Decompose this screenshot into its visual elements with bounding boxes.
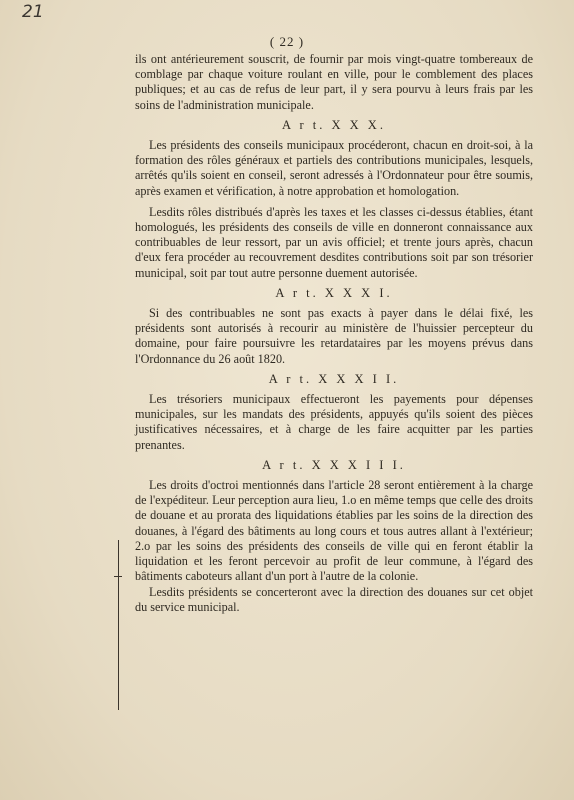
paragraph-article-30-b: Lesdits rôles distribués d'après les taxes et les classes ci-dessus établies, étant homologués, les présidents des conseils de ville en donneront connaissance aux contribuables de leur ressort, par un avis officiel; et trente jours après, chacun d'eux fera procéder au recouvrement desdites contributions soit par son trésorier municipal, soit par tout autre personne duement autorisée.	[135, 204, 533, 280]
document-body	[135, 52, 533, 615]
paragraph-article-32: Les trésoriers municipaux effectueront les payements pour dépenses municipales, sur les mandats des présidents, appuyés qu'ils soient des pièces justificatives nécessaires, et à charge de les faire acquitter par les parties prenantes.	[135, 392, 533, 452]
paragraph-article-31: Si des contribuables ne sont pas exacts à payer dans le délai fixé, les présidents sont autorisés à recourir au ministère de l'huissier percepteur du domaine, pour faire poursuivre les retardataires par les moyens prévus dans l'Ordonnance du 26 août 1820.	[135, 306, 533, 366]
paragraph-article-33-b: Lesdits présidents se concerteront avec la direction des douanes sur cet objet du service municipal.	[135, 584, 533, 614]
article-heading-31: A r t. X X X I.	[275, 285, 393, 300]
page-number: ( 22 )	[269, 34, 305, 49]
margin-bracket-hook	[114, 566, 122, 577]
paragraph-article-33-a: Les droits d'octroi mentionnés dans l'article 28 seront entièrement à la charge de l'expéditeur. Leur perception aura lieu, 1.o en même temps que celle des droits de douane et au prorata des liquidations établies par les soins de la direction des douanes, à l'égard des bâtiments au long cours et tous autres allant à l'extérieur; 2.o par les soins des présidents des conseils de ville qui en feront établir la liquidation et les feront percevoir au profit de leur commune, à l'égard des bâtiments caboteurs allant d'un port à l'autre de la colonie.	[135, 478, 533, 584]
article-heading-30: A r t. X X X.	[282, 117, 386, 132]
handwritten-margin-note: 21	[22, 2, 44, 22]
paragraph-continuation: ils ont antérieurement souscrit, de fournir par mois vingt-quatre tombereaux de comblage par chaque voiture roulant en ville, pour le comblement des places publiques; et au cas de refus de leur part, il y sera pourvu à leurs frais par les soins de l'administration municipale.	[135, 52, 533, 112]
article-heading-32: A r t. X X X I I.	[268, 371, 400, 386]
paragraph-article-30-a: Les présidents des conseils municipaux procéderont, chacun en droit-soi, à la formation des rôles généraux et partiels des contributions municipales, lesquels, arrêtés qu'ils soient en conseil, seront adressés à l'Ordonnateur pour être soumis, après examen et vérification, à notre approbation et homologation.	[135, 138, 533, 198]
article-heading-33: A r t. X X X I I I.	[262, 457, 406, 472]
